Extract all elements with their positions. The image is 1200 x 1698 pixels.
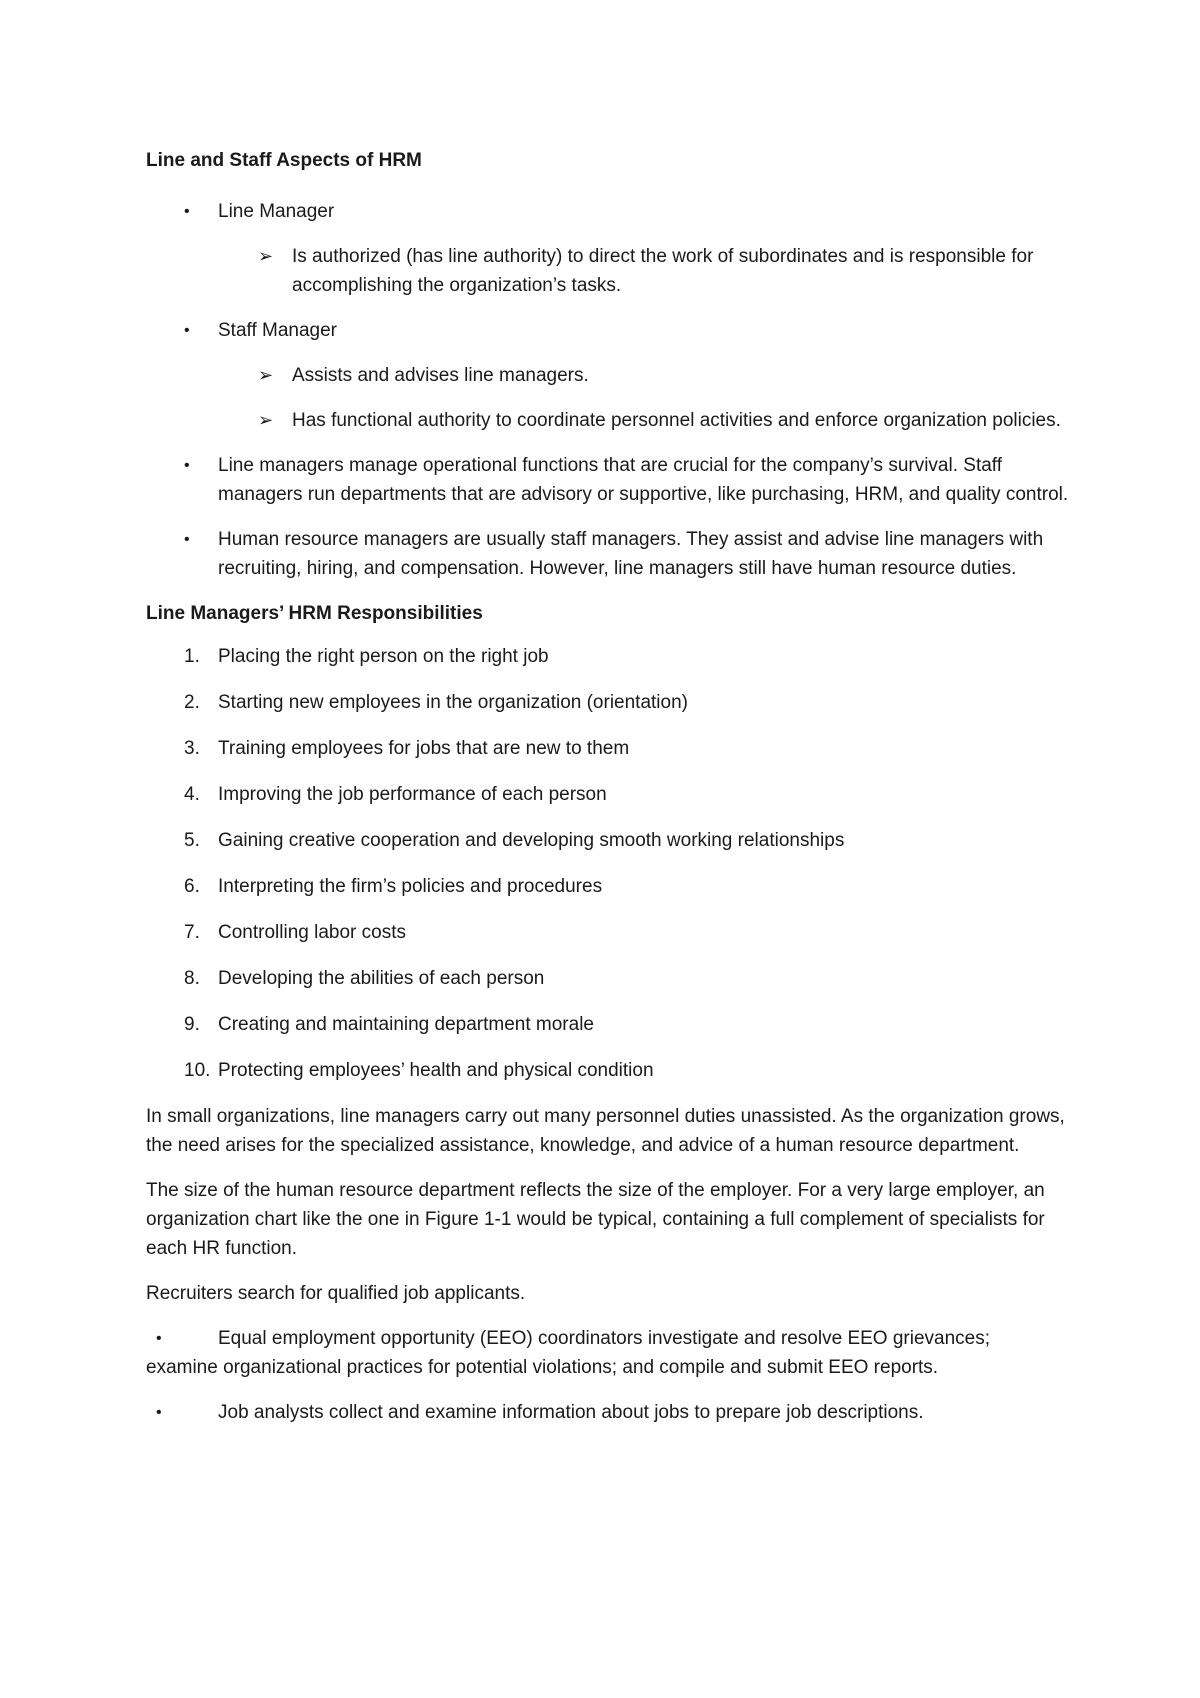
list-item (146, 872, 1076, 901)
bullet-icon: • (156, 1330, 162, 1347)
bullet-text: Equal employment opportunity (EEO) coordinators investigate and resolve EEO grievances; (218, 1328, 991, 1349)
list-text: Starting new employees in the organization (orientation) (218, 692, 688, 713)
list-text: Gaining creative cooperation and developing smooth working relationships (218, 830, 845, 851)
list-number: 2. (184, 692, 200, 713)
bullet-line-vs-staff (146, 451, 1076, 509)
bullet-icon: • (184, 322, 190, 339)
bullet-text: Job analysts collect and examine information about jobs to prepare job descriptions. (218, 1402, 924, 1423)
list-number: 1. (184, 646, 200, 667)
sub-point-text: Has functional authority to coordinate personnel activities and enforce organization policies. (292, 410, 1061, 431)
arrow-bullet-icon: ➢ (258, 246, 274, 266)
section-heading-responsibilities: Line Managers’ HRM Responsibilities (146, 603, 483, 624)
bullet-job-analysts (146, 1398, 1076, 1427)
list-text: Protecting employees’ health and physical condition (218, 1060, 654, 1081)
bullet-first-line (146, 1324, 1076, 1353)
paragraph-recruiters: Recruiters search for qualified job applicants. (146, 1283, 526, 1304)
bullet-eeo-coordinators (146, 1324, 1076, 1382)
arrow-bullet-icon: ➢ (258, 365, 274, 385)
list-number: 3. (184, 738, 200, 759)
bullet-icon: • (184, 457, 190, 474)
responsibilities-list (146, 642, 1076, 1085)
list-text: Improving the job performance of each person (218, 784, 607, 805)
list-text: Creating and maintaining department morale (218, 1014, 594, 1035)
section-heading-line-staff: Line and Staff Aspects of HRM (146, 150, 422, 171)
list-item (146, 1010, 1076, 1039)
list-item (146, 780, 1076, 809)
arrow-bullet-icon: ➢ (258, 410, 274, 430)
sub-point-text: Assists and advises line managers. (292, 365, 589, 386)
list-text: Placing the right person on the right job (218, 646, 549, 667)
list-text: Developing the abilities of each person (218, 968, 545, 989)
bullet-line-manager (146, 197, 1076, 226)
bullet-text: Human resource managers are usually staff managers. They assist and advise line managers with recruiting, hiring, and compensation. However, line managers still have human resource duties. (218, 529, 1044, 579)
bullet-text: Line managers manage operational functions that are crucial for the company’s survival. Staff managers run departments that are advisory or supportive, like purchasing, HRM, and quality control. (218, 455, 1069, 505)
sub-point-staff-manager-2 (146, 406, 1076, 435)
sub-point-staff-manager-1 (146, 361, 1076, 390)
list-number: 10. (184, 1060, 211, 1081)
bullet-text: Line Manager (218, 201, 335, 222)
bullet-staff-manager (146, 316, 1076, 345)
bullet-text: Staff Manager (218, 320, 338, 341)
sub-point-text: Is authorized (has line authority) to direct the work of subordinates and is responsible for accomplishing the organization’s tasks. (292, 246, 1034, 296)
paragraph-small-organizations: In small organizations, line managers carry out many personnel duties unassisted. As the organization grows, the need arises for the specialized assistance, knowledge, and advice of a human resource department. (146, 1106, 1065, 1156)
bullet-icon: • (184, 531, 190, 548)
list-number: 9. (184, 1014, 200, 1035)
list-item (146, 642, 1076, 671)
paragraph-hr-department-size: The size of the human resource department reflects the size of the employer. For a very large employer, an organization chart like the one in Figure 1-1 would be typical, containing a full complement of specialists for each HR function. (146, 1180, 1045, 1259)
list-item (146, 918, 1076, 947)
document-content (146, 146, 1076, 1443)
list-text: Interpreting the firm’s policies and procedures (218, 876, 603, 897)
bullet-hr-managers (146, 525, 1076, 583)
bullet-icon: • (156, 1404, 162, 1421)
list-number: 5. (184, 830, 200, 851)
list-item (146, 1056, 1076, 1085)
sub-point-line-manager-1 (146, 242, 1076, 300)
bullet-continuation: examine organizational practices for potential violations; and compile and submit EEO reports. (146, 1357, 939, 1378)
list-text: Controlling labor costs (218, 922, 406, 943)
list-number: 6. (184, 876, 200, 897)
list-number: 7. (184, 922, 200, 943)
bullet-icon: • (184, 203, 190, 220)
list-number: 4. (184, 784, 200, 805)
list-item (146, 734, 1076, 763)
list-text: Training employees for jobs that are new to them (218, 738, 630, 759)
list-item (146, 964, 1076, 993)
list-number: 8. (184, 968, 200, 989)
list-item (146, 826, 1076, 855)
list-item (146, 688, 1076, 717)
bullet-first-line (146, 1398, 1076, 1427)
